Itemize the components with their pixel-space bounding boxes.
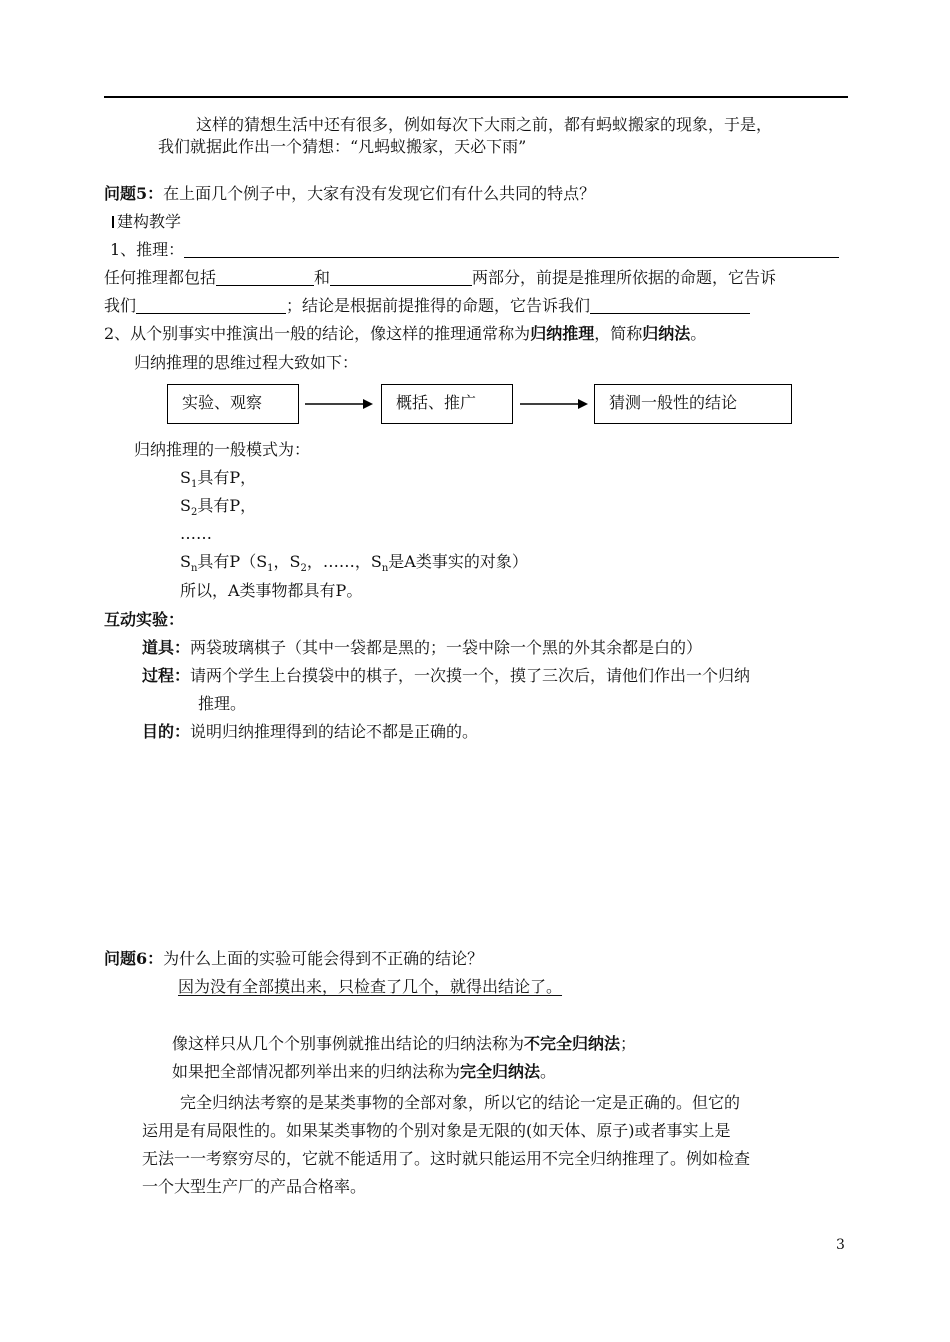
induction-text-c: 。: [690, 324, 707, 343]
process-intro: 归纳推理的思维过程大致如下：: [134, 353, 359, 372]
question-6-answer: 因为没有全部摸出来，只检查了几个，就得出结论了。: [178, 977, 563, 996]
reasoning-definition-blank: [184, 241, 839, 258]
s1-symbol: S: [180, 468, 191, 487]
arrow-right-icon: [303, 394, 375, 414]
reasoning-item-1-label: 1、推理：: [110, 240, 185, 259]
sn-subscript: n: [190, 563, 198, 575]
experiment-process-cont: 推理。: [198, 694, 247, 713]
sn-text-c: ，S: [273, 552, 301, 571]
page-number: 3: [836, 1237, 845, 1253]
sn-text-b: 具有P（S: [197, 552, 268, 571]
section-title-text: 建构教学: [117, 212, 182, 231]
reasoning-text-b: 和: [314, 268, 331, 287]
experiment-process: [142, 665, 750, 687]
paragraph-line-1: 完全归纳法考察的是某类事物的全部对象，所以它的结论一定是正确的。但它的: [180, 1093, 741, 1112]
arrow-right-icon: [518, 394, 590, 414]
pattern-intro: 归纳推理的一般模式为：: [134, 440, 311, 459]
pattern-sn: [180, 551, 528, 580]
complete-text-a: 如果把全部情况都列举出来的归纳法称为: [172, 1062, 461, 1081]
s2-symbol: S: [180, 496, 191, 515]
induction-text-a: 2、从个别事实中推演出一般的结论，像这样的推理通常称为: [104, 324, 531, 343]
reasoning-item-1: [110, 239, 839, 261]
experiment-title: 互动实验：: [104, 610, 185, 629]
sn-subscript-2: 2: [300, 563, 307, 575]
conclusion-tells-blank: [590, 297, 750, 314]
induction-text-b: ，简称: [594, 324, 643, 343]
paragraph-line-2: 运用是有局限性的。如果某类事物的个别对象是无限的(如天体、原子)或者事实上是: [142, 1121, 731, 1140]
question-5-label: 问题5：: [104, 184, 164, 203]
reasoning-text-d: 我们: [104, 296, 137, 315]
incomplete-text-b: ；: [620, 1034, 637, 1053]
term-inductive-reasoning: 归纳推理: [530, 324, 595, 343]
conclusion-blank: [330, 269, 472, 286]
flow-step-3: 猜测一般性的结论: [594, 384, 792, 424]
section-marker: [112, 216, 114, 228]
induction-definition: [104, 323, 706, 345]
intro-line-2: 我们就据此作出一个猜想：“凡蚂蚁搬家，天必下雨”: [158, 137, 527, 156]
question-6-label: 问题6：: [104, 949, 164, 968]
paragraph-line-3: 无法一一考察穷尽的，它就不能适用了。这时就只能运用不完全归纳推理了。例如检查: [142, 1149, 751, 1168]
question-5: [104, 183, 595, 205]
sn-symbol: S: [180, 552, 191, 571]
flow-step-2: 概括、推广: [381, 384, 513, 424]
term-induction: 归纳法: [642, 324, 691, 343]
question-6: [104, 948, 483, 970]
term-complete-induction: 完全归纳法: [460, 1062, 541, 1081]
paragraph-line-4: 一个大型生产厂的产品合格率。: [142, 1177, 367, 1196]
complete-induction-line: [172, 1061, 556, 1083]
reasoning-text-c: 两部分，前提是推理所依据的命题，它告诉: [472, 268, 777, 287]
process-text: 请两个学生上台摸袋中的棋子，一次摸一个，摸了三次后，请他们作出一个归纳: [190, 666, 751, 685]
sn-text-d: ，……，S: [306, 552, 382, 571]
tools-label: 道具：: [142, 638, 191, 657]
question-6-text: 为什么上面的实验可能会得到不正确的结论？: [163, 949, 484, 968]
question-5-text: 在上面几个例子中，大家有没有发现它们有什么共同的特点？: [163, 184, 596, 203]
section-title: [112, 211, 181, 233]
intro-line-1: 这样的猜想生活中还有很多，例如每次下大雨之前，都有蚂蚁搬家的现象，于是，: [196, 115, 773, 134]
pattern-s1: [180, 467, 256, 496]
header-rule: [104, 96, 848, 98]
tools-text: 两袋玻璃棋子（其中一袋都是黑的；一袋中除一个黑的外其余都是白的）: [190, 638, 703, 657]
reasoning-text-a: 任何推理都包括: [104, 268, 217, 287]
s2-text: 具有P，: [197, 496, 257, 515]
flow-step-1: 实验、观察: [167, 384, 299, 424]
complete-text-b: 。: [540, 1062, 557, 1081]
experiment-tools: [142, 637, 702, 659]
reasoning-line-3: [104, 295, 750, 317]
pattern-s2: [180, 495, 256, 524]
premise-blank: [216, 269, 314, 286]
purpose-text: 说明归纳推理得到的结论不都是正确的。: [190, 722, 479, 741]
sn-text-e: 是A类事实的对象）: [388, 552, 528, 571]
pattern-ellipsis: ……: [180, 524, 212, 543]
s1-subscript: 1: [190, 479, 198, 491]
process-label: 过程：: [142, 666, 191, 685]
reasoning-text-e: ；结论是根据前提推得的命题，它告诉我们: [286, 296, 591, 315]
sn-subscript-1: 1: [267, 563, 274, 575]
s1-text: 具有P，: [197, 468, 257, 487]
incomplete-induction-line: [172, 1033, 636, 1055]
pattern-conclusion: 所以，A类事物都具有P。: [180, 581, 363, 600]
term-incomplete-induction: 不完全归纳法: [524, 1034, 621, 1053]
premise-tells-blank: [136, 297, 286, 314]
purpose-label: 目的：: [142, 722, 191, 741]
sn-subscript-3: n: [381, 563, 389, 575]
experiment-purpose: [142, 721, 478, 743]
incomplete-text-a: 像这样只从几个个别事例就推出结论的归纳法称为: [172, 1034, 525, 1053]
s2-subscript: 2: [190, 507, 198, 519]
reasoning-line-2: [104, 267, 776, 289]
